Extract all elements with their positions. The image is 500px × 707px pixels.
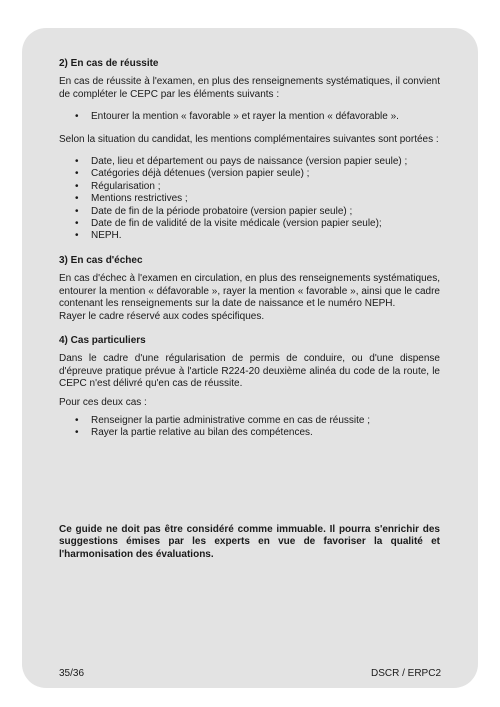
section-heading: 3) En cas d'échec — [59, 254, 143, 266]
paragraph: En cas de réussite à l'examen, en plus des renseignements systématiques, il convient de compléter le CEPC par les éléments suivants : — [59, 76, 440, 100]
paragraph: En cas d'échec à l'examen en circulation, en plus des renseignements systématiques, entourer la mention « défavorable », rayer la mention « favorable », ainsi que le cadre contenant les renseignements sur la date de naissance et le numéro NEPH. — [59, 273, 440, 310]
section-special — [59, 335, 440, 440]
document-page — [22, 28, 478, 688]
section-failure — [59, 255, 440, 323]
list-item: • Rayer la partie relative au bilan des compétences. — [91, 427, 440, 439]
list-item: • Régularisation ; — [91, 181, 440, 193]
list-item: • Catégories déjà détenues (version papier seule) ; — [91, 168, 440, 180]
paragraph: Rayer le cadre réservé aux codes spécifiques. — [59, 310, 265, 322]
section-heading: 2) En cas de réussite — [59, 58, 159, 69]
list-item: • Date de fin de la période probatoire (version papier seule) ; — [91, 206, 440, 218]
list-item: • Date, lieu et département ou pays de naissance (version papier seule) ; — [91, 156, 440, 168]
list-item: • NEPH. — [91, 230, 440, 242]
document-content — [59, 58, 440, 452]
bullet-list — [59, 415, 440, 440]
paragraph: Pour ces deux cas : — [59, 396, 147, 408]
bullet-list — [59, 156, 440, 243]
list-item: • Entourer la mention « favorable » et rayer la mention « défavorable ». — [91, 111, 440, 123]
list-item: • Mentions restrictives ; — [91, 193, 440, 205]
list-item: • Date de fin de validité de la visite médicale (version papier seule); — [91, 218, 440, 230]
document-reference: DSCR / ERPC2 — [370, 668, 441, 679]
bullet-list — [59, 111, 440, 123]
paragraph: Dans le cadre d'une régularisation de permis de conduire, ou d'une dispense d'épreuve pratique prévue à l'article R224-20 deuxième alinéa du code de la route, le CEPC n'est délivré qu'en cas de réussite. — [59, 353, 440, 390]
section-heading: 4) Cas particuliers — [59, 334, 146, 346]
closing-note: Ce guide ne doit pas être considéré comme immuable. Il pourra s'enrichir des suggestions émises par les experts en vue de favoriser la qualité et l'harmonisation des évaluations. — [59, 524, 440, 560]
section-success — [59, 58, 440, 243]
paragraph: Selon la situation du candidat, les mentions complémentaires suivantes sont portées : — [59, 133, 439, 145]
list-item: • Renseigner la partie administrative comme en cas de réussite ; — [91, 415, 440, 427]
page-footer — [59, 668, 441, 679]
page-number: 35/36 — [59, 668, 85, 679]
